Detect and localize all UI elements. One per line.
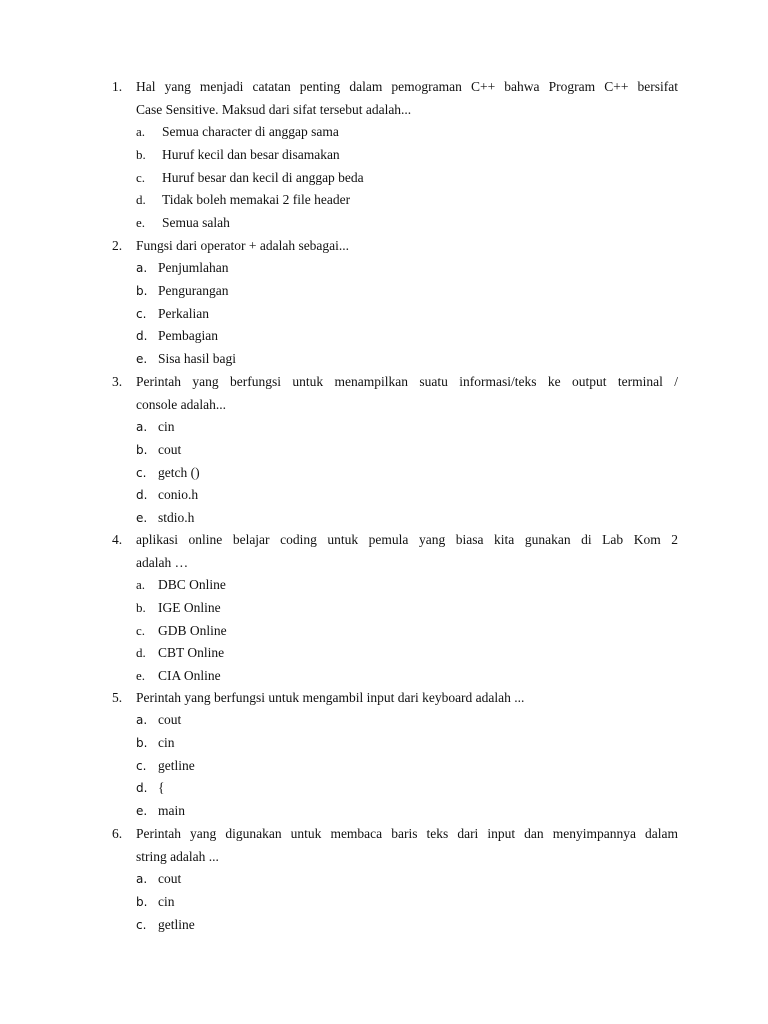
option-letter: b. [136,283,148,298]
option-letter: a. [136,713,148,727]
option-text: GDB Online [158,622,227,638]
option-letter: a. [136,261,148,275]
question-6 [108,822,678,936]
option-c [108,914,678,937]
option-c [108,755,678,778]
option-c [108,620,678,643]
question-3-line-1 [108,370,678,393]
option-letter: c. [136,622,146,638]
option-b [108,280,678,303]
question-4 [108,528,678,688]
option-letter: d. [136,781,148,796]
option-letter: e. [136,668,146,684]
question-number: 3. [112,374,123,389]
question-1-line-1 [108,75,678,98]
option-text: cout [158,441,182,457]
option-letter: d. [136,192,146,208]
option-a [108,121,678,144]
question-text: Perintah yang berfungsi untuk menampilkan suatu informasi/teks ke output terminal / [136,374,678,389]
option-text: Huruf kecil dan besar disamakan [162,146,340,162]
question-text: Perintah yang digunakan untuk membaca baris teks dari input dan menyimpannya dalam [136,826,678,841]
option-text: stdio.h [158,510,195,526]
question-text: Hal yang menjadi catatan penting dalam pemograman C++ bahwa Program C++ bersifat [136,79,678,94]
question-1 [108,75,678,235]
question-number: 6. [112,826,123,841]
option-text: Perkalian [158,305,209,321]
option-letter: a. [136,420,148,434]
option-text: CBT Online [158,645,225,661]
option-text: cin [158,419,175,434]
option-letter: e. [136,804,148,819]
option-b [108,891,678,914]
option-text: Sisa hasil bagi [158,351,236,367]
option-letter: b. [136,599,146,615]
question-number: 2. [112,238,123,253]
option-b [108,144,678,167]
option-text: conio.h [158,487,199,503]
option-letter: c. [136,465,147,480]
question-text: Perintah yang berfungsi untuk mengambil input dari keyboard adalah ... [136,690,525,705]
option-letter: b. [136,442,148,457]
option-text: { [158,780,165,796]
option-letter: a. [136,124,146,139]
option-d [108,777,678,800]
option-e [108,348,678,371]
option-b [108,732,678,755]
option-letter: e. [136,511,148,526]
question-3-line-2 [108,393,678,416]
option-a [108,574,678,597]
option-text: Pembagian [158,328,218,344]
question-text-continued: adalah … [136,555,189,570]
option-letter: a. [136,872,148,886]
option-c [108,462,678,485]
option-text: cin [158,893,175,909]
question-number: 5. [112,690,123,705]
option-text: Pengurangan [158,282,229,298]
option-letter: c. [136,758,147,773]
question-5 [108,686,678,823]
option-text: getch () [158,464,200,480]
option-text: Huruf besar dan kecil di anggap beda [162,169,364,185]
question-1-line-2 [108,98,678,121]
question-2-line-1 [108,234,678,257]
question-4-line-1 [108,528,678,551]
question-text-continued: Case Sensitive. Maksud dari sifat tersebut adalah... [136,102,412,117]
option-text: cout [158,871,182,886]
option-text: DBC Online [158,577,226,592]
question-4-line-2 [108,551,678,574]
option-a [108,709,678,732]
option-text: cout [158,712,182,727]
question-number: 1. [112,79,123,94]
option-a [108,257,678,280]
question-text-continued: console adalah... [136,397,226,412]
option-letter: c. [136,306,147,321]
option-c [108,303,678,326]
option-d [108,484,678,507]
option-text: getline [158,757,195,773]
option-text: main [158,803,185,819]
question-3 [108,370,678,530]
option-letter: a. [136,577,146,592]
question-2 [108,234,678,371]
option-a [108,416,678,439]
option-text: getline [158,916,195,932]
option-b [108,439,678,462]
option-letter: c. [136,169,146,185]
option-e [108,665,678,688]
question-5-line-1 [108,686,678,709]
question-number: 4. [112,532,123,547]
option-letter: d. [136,645,146,661]
question-text: Fungsi dari operator + adalah sebagai... [136,238,350,253]
option-letter: d. [136,488,148,503]
question-6-line-2 [108,845,678,868]
option-c [108,167,678,190]
option-text: CIA Online [158,668,221,684]
option-d [108,642,678,665]
option-text: Penjumlahan [158,260,229,275]
option-text: Semua salah [162,215,230,231]
option-letter: b. [136,146,146,162]
option-b [108,597,678,620]
option-letter: c. [136,917,147,932]
question-text-continued: string adalah ... [136,849,219,864]
option-letter: e. [136,215,146,231]
question-text: aplikasi online belajar coding untuk pemula yang biasa kita gunakan di Lab Kom 2 [136,532,678,547]
option-e [108,212,678,235]
option-e [108,507,678,530]
option-letter: e. [136,352,148,367]
option-text: cin [158,734,175,750]
question-6-line-1 [108,822,678,845]
option-letter: b. [136,894,148,909]
option-letter: d. [136,329,148,344]
option-text: Semua character di anggap sama [162,124,339,139]
option-text: Tidak boleh memakai 2 file header [162,192,351,208]
option-letter: b. [136,735,148,750]
option-e [108,800,678,823]
option-d [108,325,678,348]
option-text: IGE Online [158,599,221,615]
option-a [108,868,678,891]
option-d [108,189,678,212]
